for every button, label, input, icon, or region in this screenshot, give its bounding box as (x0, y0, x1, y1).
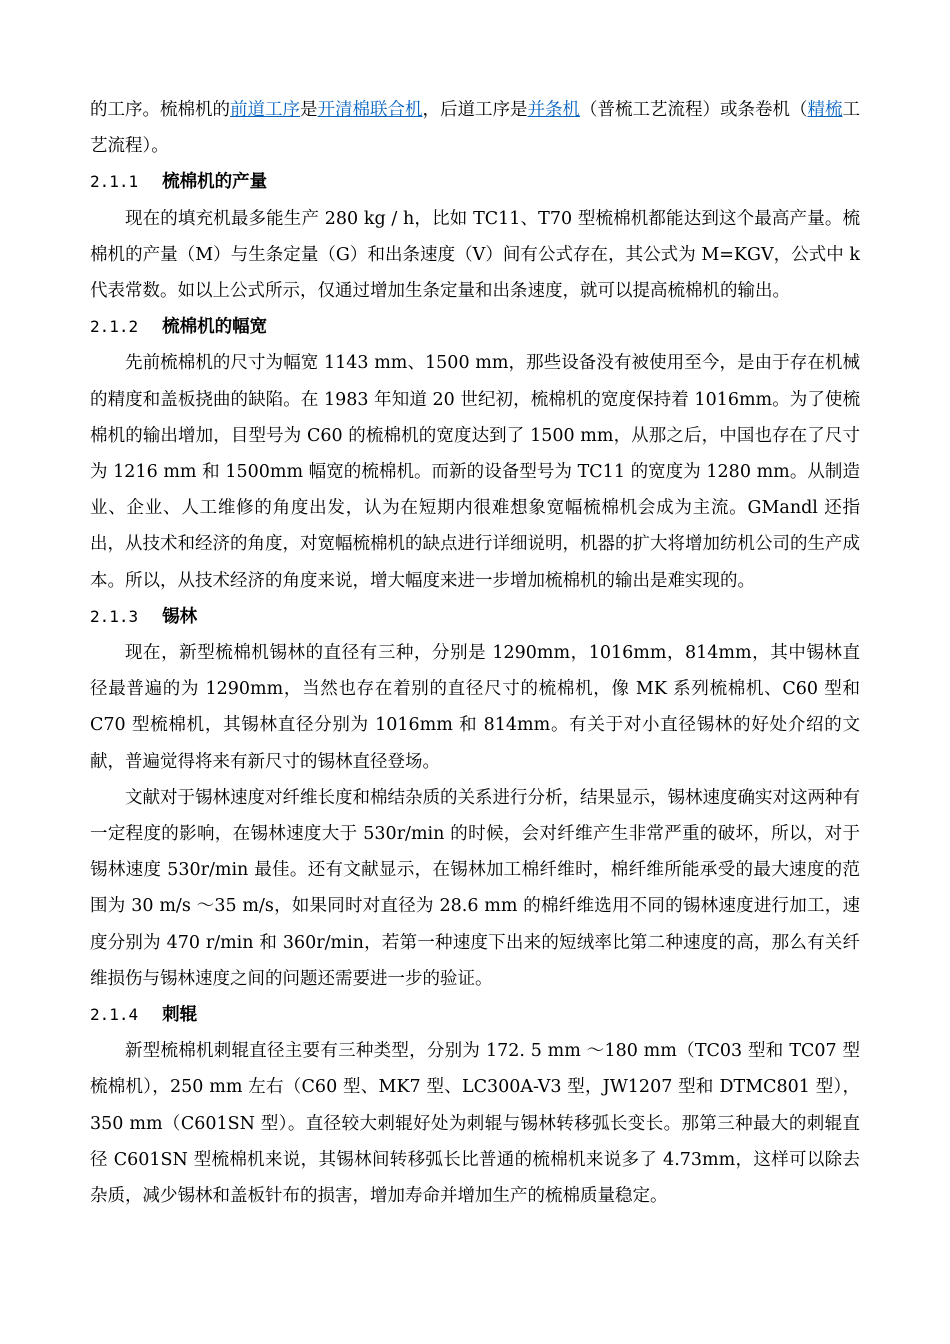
section-number: 2.1.1 (90, 172, 139, 192)
section-heading-2-1-2 (90, 309, 860, 345)
section-number: 2.1.2 (90, 317, 139, 337)
section-title: 锡林 (162, 606, 198, 627)
link-drawing-frame[interactable]: 并条机 (527, 100, 580, 120)
intro-text-2: 是 (300, 100, 318, 120)
section-number: 2.1.4 (90, 1005, 139, 1025)
body-paragraph: 文献对于锡林速度对纤维长度和棉结杂质的关系进行分析，结果显示，锡林速度确实对这两种有一定程度的影响，在锡林速度大于 530r/min 的时候，会对纤维产生非常严重的破坏，所以，对于锡林速度 530r/min 最佳。还有文献显示，在锡林加工棉纤维时，棉纤维所能承受的最大速度的范围为 30 m/s ～35 m/s，如果同时对直径为 28.6 mm 的棉纤维选用不同的锡林速度进行加工，速度分别为 470 r/min 和 360r/min，若第一种速度下出来的短绒率比第二种速度的高，那么有关纤维损伤与锡林速度之间的问题还需要进一步的验证。 (90, 787, 860, 989)
section-title: 梳棉机的幅宽 (162, 317, 268, 338)
section-heading-2-1-3 (90, 599, 860, 635)
body-paragraph: 现在，新型梳棉机锡林的直径有三种，分别是 1290mm，1016mm，814mm，其中锡林直径最普遍的为 1290mm，当然也存在着别的直径尺寸的梳棉机，像 MK 系列梳棉机、C60 型和 C70 型梳棉机，其锡林直径分别为 1016mm 和 814mm。有关于对小直径锡林的好处介绍的文献，普遍觉得将来有新尺寸的锡林直径登场。 (90, 643, 860, 772)
section-heading-2-1-4 (90, 997, 860, 1033)
section-title: 刺辊 (162, 1005, 198, 1026)
intro-text-3: ，后道工序是 (422, 100, 528, 120)
link-previous-process[interactable]: 前道工序 (230, 100, 300, 120)
link-combing[interactable]: 精梳 (807, 100, 843, 120)
section-heading-2-1-1 (90, 164, 860, 200)
intro-text-5: 工艺流程）。 (90, 100, 860, 157)
link-opening-cleaning-unit[interactable]: 开清棉联合机 (317, 100, 423, 120)
intro-text-1: 的工序。梳棉机的 (90, 100, 230, 120)
body-paragraph: 新型梳棉机刺辊直径主要有三种类型，分别为 172. 5 mm ～180 mm（TC03 型和 TC07 型梳棉机），250 mm 左右（C60 型、MK7 型、LC300A-V3 型，JW1207 型和 DTMC801 型），350 mm（C601SN 型）。直径较大刺辊好处为刺辊与锡林转移弧长变长。那第三种最大的刺辊直径 C601SN 型梳棉机来说，其锡林间转移弧长比普通的梳棉机来说多了 4.73mm，这样可以除去杂质，减少锡林和盖板针布的损害，增加寿命并增加生产的梳棉质量稳定。 (90, 1041, 860, 1207)
intro-paragraph (90, 92, 860, 164)
body-paragraph: 现在的填充机最多能生产 280 kg / h，比如 TC11、T70 型梳棉机都能达到这个最高产量。梳棉机的产量（M）与生条定量（G）和出条速度（V）间有公式存在，其公式为 M=KGV，公式中 k 代表常数。如以上公式所示，仅通过增加生条定量和出条速度，就可以提高梳棉机的输出。 (90, 208, 860, 302)
section-title: 梳棉机的产量 (162, 172, 268, 193)
body-paragraph: 先前梳棉机的尺寸为幅宽 1143 mm、1500 mm，那些设备没有被使用至今，是由于存在机械的精度和盖板挠曲的缺陷。在 1983 年知道 20 世纪初，梳棉机的宽度保持着 1016mm。为了使梳棉机的输出增加，目型号为 C60 的梳棉机的宽度达到了 1500 mm，从那之后，中国也存在了尺寸为 1216 mm 和 1500mm 幅宽的梳棉机。而新的设备型号为 TC11 的宽度为 1280 mm。从制造业、企业、人工维修的角度出发，认为在短期内很难想象宽幅梳棉机会成为主流。GMandl 还指出，从技术和经济的角度，对宽幅梳棉机的缺点进行详细说明，机器的扩大将增加纺机公司的生产成本。所以，从技术经济的角度来说，增大幅度来进一步增加梳棉机的输出是难实现的。 (90, 353, 860, 591)
document-page (90, 92, 860, 1214)
section-number: 2.1.3 (90, 606, 139, 626)
intro-text-4: （普梳工艺流程）或条卷机（ (580, 100, 808, 120)
